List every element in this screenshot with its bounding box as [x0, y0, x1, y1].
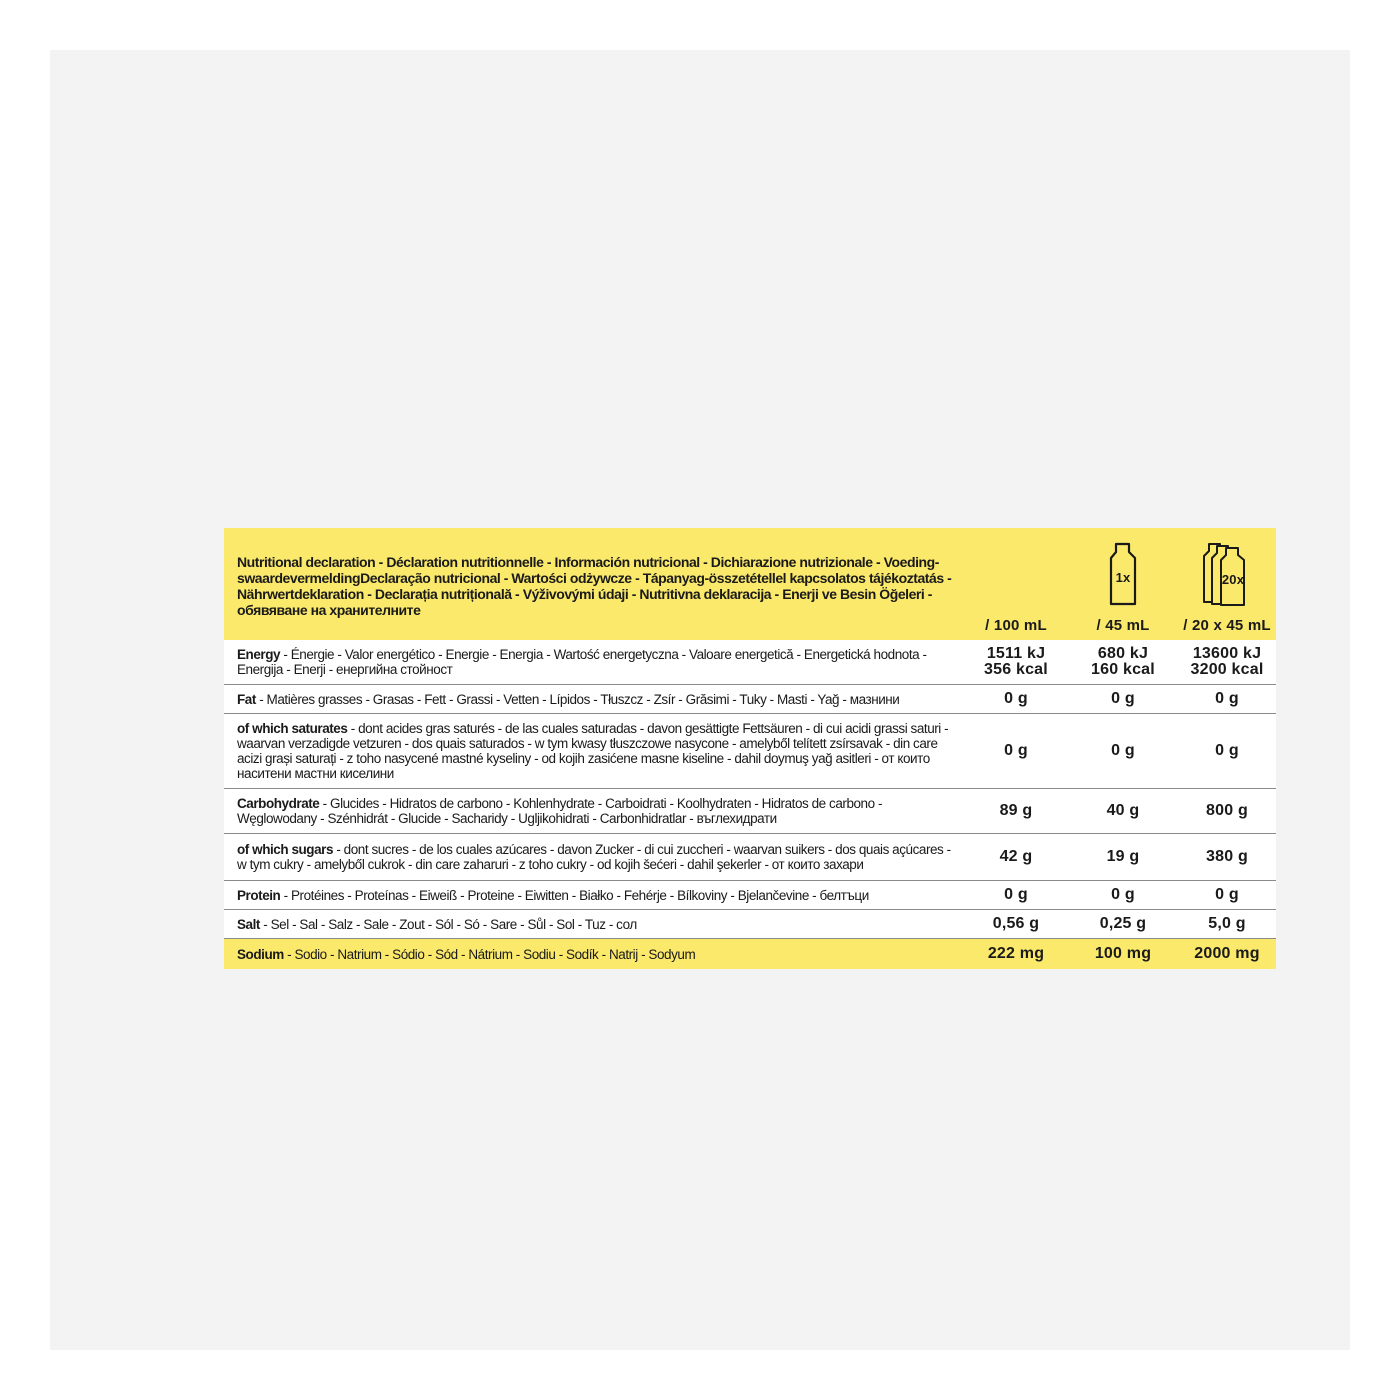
value-20x45ml — [1178, 646, 1276, 678]
row-energy — [224, 640, 1276, 685]
value-kj: 680 kJ — [1097, 645, 1149, 662]
value-20x45ml: 2000 mg — [1194, 945, 1260, 962]
row-translations: - Protéines - Proteínas - Eiweiß - Proteine - Eiwitten - Białko - Fehérje - Bílkoviny - Bjelančevine - белтъци — [280, 887, 869, 903]
value-45ml: 0,25 g — [1099, 915, 1147, 932]
column-unit: / 20 x 45 mL — [1183, 617, 1271, 634]
header-title-line: Nutritional declaration - Déclaration nutritionnelle - Información nutricional - Dichiarazione nutrizionale - Voeding- — [237, 554, 939, 570]
value-kj: 1511 kJ — [986, 645, 1046, 662]
row-sodium — [224, 939, 1276, 969]
page-background — [50, 50, 1350, 1350]
value-45ml: 40 g — [1106, 802, 1140, 819]
nutrition-table — [224, 528, 1276, 969]
value-45ml: 0 g — [1111, 690, 1135, 707]
value-45ml — [1068, 646, 1178, 678]
row-label — [224, 839, 964, 875]
value-100ml: 89 g — [999, 802, 1033, 819]
value-100ml: 0 g — [1004, 742, 1028, 759]
multi-sachet-icon — [1202, 542, 1252, 606]
value-45ml: 0 g — [1111, 886, 1135, 903]
column-header-20x45ml — [1178, 528, 1276, 640]
header-title-line: Nährwertdeklaration - Declarația nutrițională - Výživovými údaji - Nutritivna deklaracija - Enerji ve Besin Öğeleri - — [237, 586, 933, 602]
header-title — [224, 528, 964, 640]
row-label — [224, 885, 964, 906]
value-kj: 13600 kJ — [1192, 645, 1262, 662]
value-100ml — [964, 646, 1068, 678]
row-label — [224, 944, 964, 965]
row-carbohydrate — [224, 789, 1276, 834]
icon-label: 1x — [1115, 570, 1131, 585]
column-header-45ml — [1068, 528, 1178, 640]
value-100ml: 0,56 g — [992, 915, 1040, 932]
value-20x45ml: 0 g — [1215, 886, 1239, 903]
value-100ml: 0 g — [1004, 886, 1028, 903]
value-45ml: 19 g — [1106, 848, 1140, 865]
value-100ml: 0 g — [1004, 690, 1028, 707]
row-name: Protein — [237, 887, 281, 903]
value-45ml: 100 mg — [1094, 945, 1152, 962]
row-translations: - Matières grasses - Grasas - Fett - Grassi - Vetten - Lípidos - Tłuszcz - Zsír - Grăsimi - Tuky - Masti - Yağ - мазнини — [255, 691, 900, 707]
value-20x45ml: 5,0 g — [1208, 915, 1246, 932]
single-sachet-icon — [1107, 542, 1139, 606]
table-header — [224, 528, 1276, 640]
column-unit: / 100 mL — [985, 617, 1047, 634]
row-translations: - Sel - Sal - Salz - Sale - Zout - Sól - Só - Sare - Sůl - Sol - Tuz - сол — [259, 916, 637, 932]
row-translations: - Énergie - Valor energético - Energie - Energia - Wartość energetyczna - Valoare energetică - Energetická hodnota - Energija - Enerji - енергийна стойност — [237, 647, 927, 677]
row-label — [224, 914, 964, 935]
row-name: Sodium — [237, 946, 284, 962]
value-20x45ml: 800 g — [1206, 802, 1248, 819]
row-label — [224, 718, 964, 784]
value-45ml: 0 g — [1111, 742, 1135, 759]
header-title-line: swaardevermeldingDeclaração nutricional - Wartości odżywcze - Tápanyag-összetétellel kapcsolatos tájékoztatás - — [237, 570, 952, 586]
row-translations: - dont acides gras saturés - de las cuales saturadas - davon gesättigte Fettsäuren - di cui acidi grassi saturi - waarvan verzadigde vetzuren - dos quais saturados - w tym kwasy tłuszczowe nasycone - amelyből telített zsírsavak - din care acizi grași saturați - z toho nasycené mastné kyseliny - od kojih zasićene masne kiseline - dahil doymuş yağ asitleri - от които наситени мастни киселини — [237, 721, 949, 781]
row-protein — [224, 881, 1276, 910]
row-name: Fat — [237, 691, 256, 707]
value-kcal: 356 kcal — [984, 661, 1048, 678]
row-fat — [224, 685, 1276, 714]
row-translations: - dont sucres - de los cuales azúcares - davon Zucker - di cui zuccheri - waarvan suikers - dos quais açúcares - w tym cukry - amelyből cukrok - din care zaharuri - z toho cukry - od kojih šećeri - dahil şekerler - от които захари — [237, 842, 951, 872]
value-kcal: 160 kcal — [1091, 661, 1155, 678]
column-header-100ml — [964, 528, 1068, 640]
row-name: Carbohydrate — [237, 796, 320, 811]
row-name: Salt — [237, 916, 260, 932]
row-name: Energy — [237, 647, 281, 662]
row-label — [224, 644, 964, 680]
row-label — [224, 689, 964, 710]
value-20x45ml: 0 g — [1215, 742, 1239, 759]
column-unit: / 45 mL — [1096, 617, 1150, 634]
row-translations: - Glucides - Hidratos de carbono - Kohlenhydrate - Carboidrati - Koolhydraten - Hidratos de carbono - Węglowodany - Szénhidrát - Glucide - Sacharidy - Ugljikohidrati - Carbonhidratlar - въглехидрати — [237, 796, 883, 826]
row-label — [224, 793, 964, 829]
row-salt — [224, 910, 1276, 939]
value-kcal: 3200 kcal — [1190, 661, 1264, 678]
row-saturates — [224, 714, 1276, 789]
row-name: of which saturates — [237, 721, 348, 736]
value-20x45ml: 380 g — [1206, 848, 1248, 865]
header-title-line: обявяване на хранителните — [237, 602, 421, 618]
row-name: of which sugars — [237, 842, 334, 857]
row-translations: - Sodio - Natrium - Sódio - Sód - Nátrium - Sodiu - Sodík - Natrij - Sodyum — [283, 946, 696, 962]
value-100ml: 222 mg — [987, 945, 1045, 962]
row-sugars — [224, 834, 1276, 881]
value-100ml: 42 g — [999, 848, 1033, 865]
value-20x45ml: 0 g — [1215, 690, 1239, 707]
icon-label: 20x — [1221, 572, 1245, 587]
